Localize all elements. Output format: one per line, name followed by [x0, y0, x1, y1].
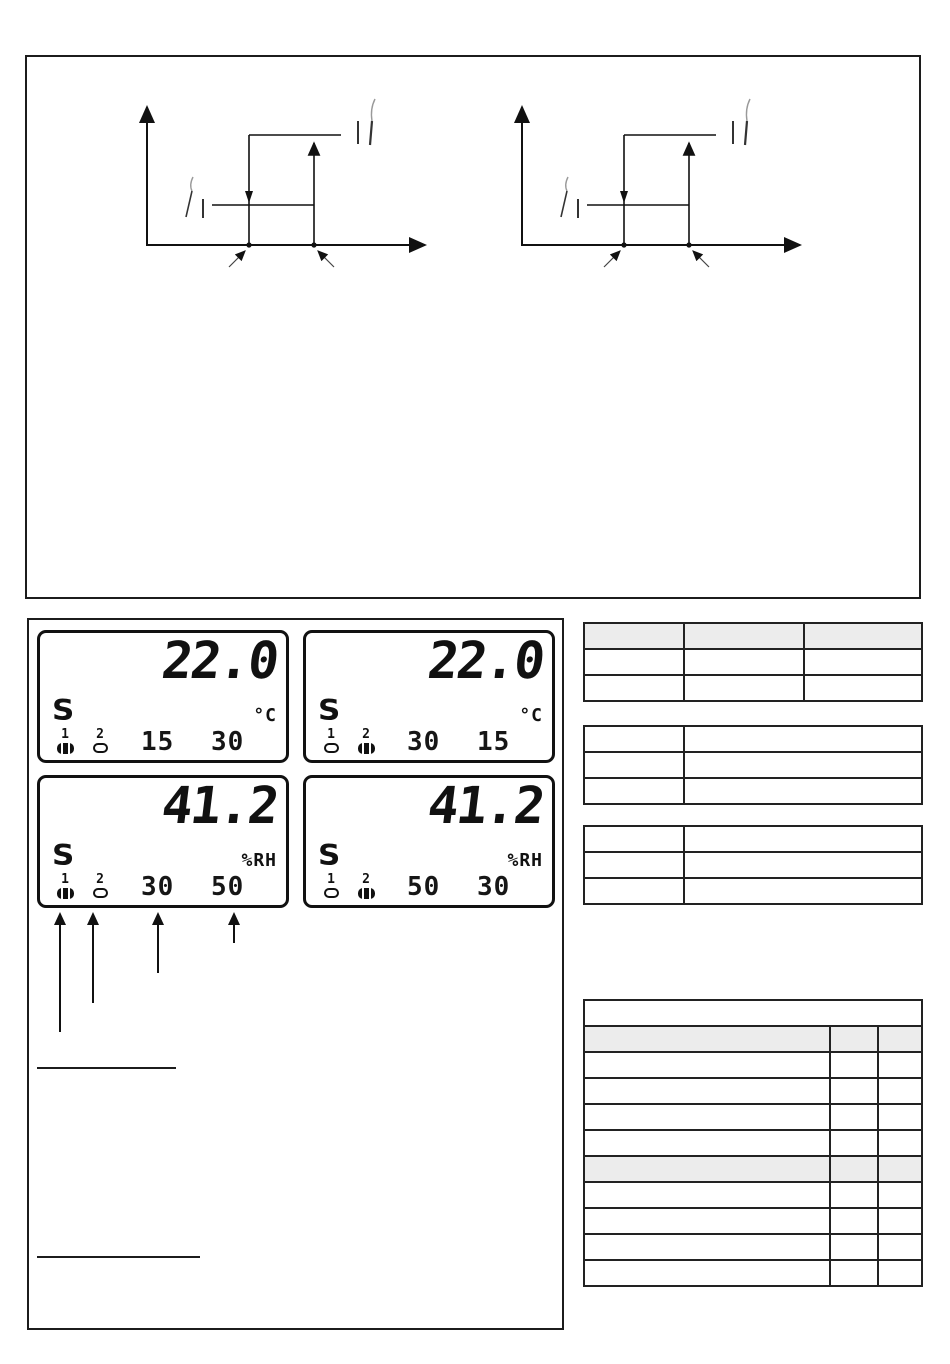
- brand-logo: S: [318, 839, 341, 873]
- relay-status-row: [55, 728, 110, 754]
- setpoint-1: 30: [141, 872, 175, 902]
- header-cell: [878, 1156, 922, 1182]
- unit-label: °C: [519, 705, 543, 726]
- table-cell: [830, 1208, 878, 1234]
- table-cell: [584, 726, 684, 752]
- relay-1-label: 1: [61, 872, 69, 887]
- table-cell: [830, 1130, 878, 1156]
- unit-label: %RH: [507, 850, 543, 871]
- relay-open-icon: [324, 743, 339, 753]
- relay-2-label: 2: [362, 872, 370, 887]
- table-cell: [584, 852, 684, 878]
- table-cell: [584, 826, 684, 852]
- relay-1-status: [321, 728, 341, 754]
- hysteresis-diagram-left: [117, 87, 447, 287]
- contact-closed-icon: [733, 99, 750, 145]
- spec-table-middle-a: [583, 725, 923, 805]
- legend-arrow-relay1-icon: [53, 912, 66, 1032]
- callout-arrow-low-point: [604, 251, 620, 267]
- relay-2-status: [356, 728, 376, 754]
- table-cell: [584, 675, 684, 701]
- header-cell: [830, 1156, 878, 1182]
- table-cell: [878, 1052, 922, 1078]
- table-cell: [584, 1130, 830, 1156]
- callout-arrow-low-point: [229, 251, 245, 267]
- table-cell: [584, 1182, 830, 1208]
- measured-value: 41.2: [424, 777, 547, 836]
- table-cell: [684, 852, 922, 878]
- switch-point-dot-high: [311, 242, 316, 247]
- contact-open-icon: [561, 177, 578, 218]
- table-cell: [684, 726, 922, 752]
- switch-point-dot-low: [621, 242, 626, 247]
- relay-open-icon: [93, 743, 108, 753]
- heading-underline-1: [37, 1067, 176, 1069]
- table-cell: [684, 778, 922, 804]
- relay-1-status: [55, 728, 75, 754]
- table-cell: [584, 1104, 830, 1130]
- relay-status-row: [321, 728, 376, 754]
- table-cell: [804, 649, 922, 675]
- relay-1-label: 1: [61, 727, 69, 742]
- table-cell: [684, 878, 922, 904]
- legend-arrow-setpoint2: [227, 912, 240, 943]
- spec-table-middle-b: [583, 825, 923, 905]
- contact-open-icon: [186, 177, 203, 218]
- switch-point-dot-low: [246, 242, 251, 247]
- unit-label: °C: [253, 705, 277, 726]
- table-cell: [830, 1052, 878, 1078]
- setpoint-1: 30: [407, 727, 441, 757]
- heading-underline-2: [37, 1256, 200, 1258]
- lcd-display-temp-1: [37, 630, 289, 763]
- legend-arrow-setpoint1: [151, 912, 164, 973]
- table-cell: [584, 1052, 830, 1078]
- table-cell: [584, 752, 684, 778]
- table-cell: [804, 675, 922, 701]
- relay-2-label: 2: [96, 872, 104, 887]
- header-cell: [684, 623, 804, 649]
- table-cell: [878, 1234, 922, 1260]
- relay-status-row: [321, 873, 376, 899]
- unit-label: %RH: [241, 850, 277, 871]
- relay-closed-icon: [57, 743, 74, 754]
- settings-table: [583, 999, 923, 1287]
- brand-logo: S: [52, 694, 75, 728]
- table-cell: [684, 649, 804, 675]
- setpoint-2: 30: [477, 872, 511, 902]
- hysteresis-diagram-right: [492, 87, 822, 287]
- table-cell: [830, 1078, 878, 1104]
- table-cell: [584, 1234, 830, 1260]
- measured-value: 22.0: [158, 632, 281, 691]
- relay-2-status: [356, 873, 376, 899]
- measured-value: 41.2: [158, 777, 281, 836]
- table-cell: [878, 1130, 922, 1156]
- table-cell: [830, 1234, 878, 1260]
- relay-2-label: 2: [96, 727, 104, 742]
- contact-closed-icon: [358, 99, 375, 145]
- switch-point-dot-high: [686, 242, 691, 247]
- callout-arrow-high-point: [318, 251, 334, 267]
- relay-closed-icon: [57, 888, 74, 899]
- table-cell: [684, 826, 922, 852]
- spec-table-top: [583, 622, 923, 702]
- diagram-panel: [25, 55, 921, 599]
- measured-value: 22.0: [424, 632, 547, 691]
- header-cell: [830, 1026, 878, 1052]
- table-cell: [584, 1078, 830, 1104]
- legend-arrow-relay2-icon: [86, 912, 99, 1003]
- relay-1-status: [321, 873, 341, 899]
- down-arrowhead: [245, 191, 253, 203]
- table-cell: [878, 1104, 922, 1130]
- table-cell: [584, 778, 684, 804]
- header-cell: [584, 1156, 830, 1182]
- lcd-display-temp-2: [303, 630, 555, 763]
- relay-2-label: 2: [362, 727, 370, 742]
- down-arrowhead: [620, 191, 628, 203]
- setpoint-2: 15: [477, 727, 511, 757]
- relay-open-icon: [93, 888, 108, 898]
- setpoint-2: 30: [211, 727, 245, 757]
- header-cell: [878, 1026, 922, 1052]
- table-cell: [584, 649, 684, 675]
- table-cell: [584, 1260, 830, 1286]
- relay-1-status: [55, 873, 75, 899]
- lcd-display-humidity-2: [303, 775, 555, 908]
- table-cell: [584, 878, 684, 904]
- relay-closed-icon: [358, 743, 375, 754]
- setpoint-1: 50: [407, 872, 441, 902]
- relay-1-label: 1: [327, 727, 335, 742]
- callout-arrow-high-point: [693, 251, 709, 267]
- table-title-cell: [584, 1000, 922, 1026]
- table-cell: [684, 752, 922, 778]
- relay-2-status: [90, 873, 110, 899]
- relay-2-status: [90, 728, 110, 754]
- table-cell: [878, 1078, 922, 1104]
- setpoint-1: 15: [141, 727, 175, 757]
- table-cell: [830, 1182, 878, 1208]
- table-cell: [684, 675, 804, 701]
- table-cell: [830, 1260, 878, 1286]
- header-cell: [804, 623, 922, 649]
- relay-1-label: 1: [327, 872, 335, 887]
- table-cell: [878, 1260, 922, 1286]
- table-cell: [584, 1208, 830, 1234]
- header-cell: [584, 623, 684, 649]
- brand-logo: S: [318, 694, 341, 728]
- relay-closed-icon: [358, 888, 375, 899]
- relay-open-icon: [324, 888, 339, 898]
- header-cell: [584, 1026, 830, 1052]
- table-cell: [878, 1208, 922, 1234]
- setpoint-2: 50: [211, 872, 245, 902]
- lcd-display-humidity-1: [37, 775, 289, 908]
- relay-status-row: [55, 873, 110, 899]
- table-cell: [830, 1104, 878, 1130]
- brand-logo: S: [52, 839, 75, 873]
- table-cell: [878, 1182, 922, 1208]
